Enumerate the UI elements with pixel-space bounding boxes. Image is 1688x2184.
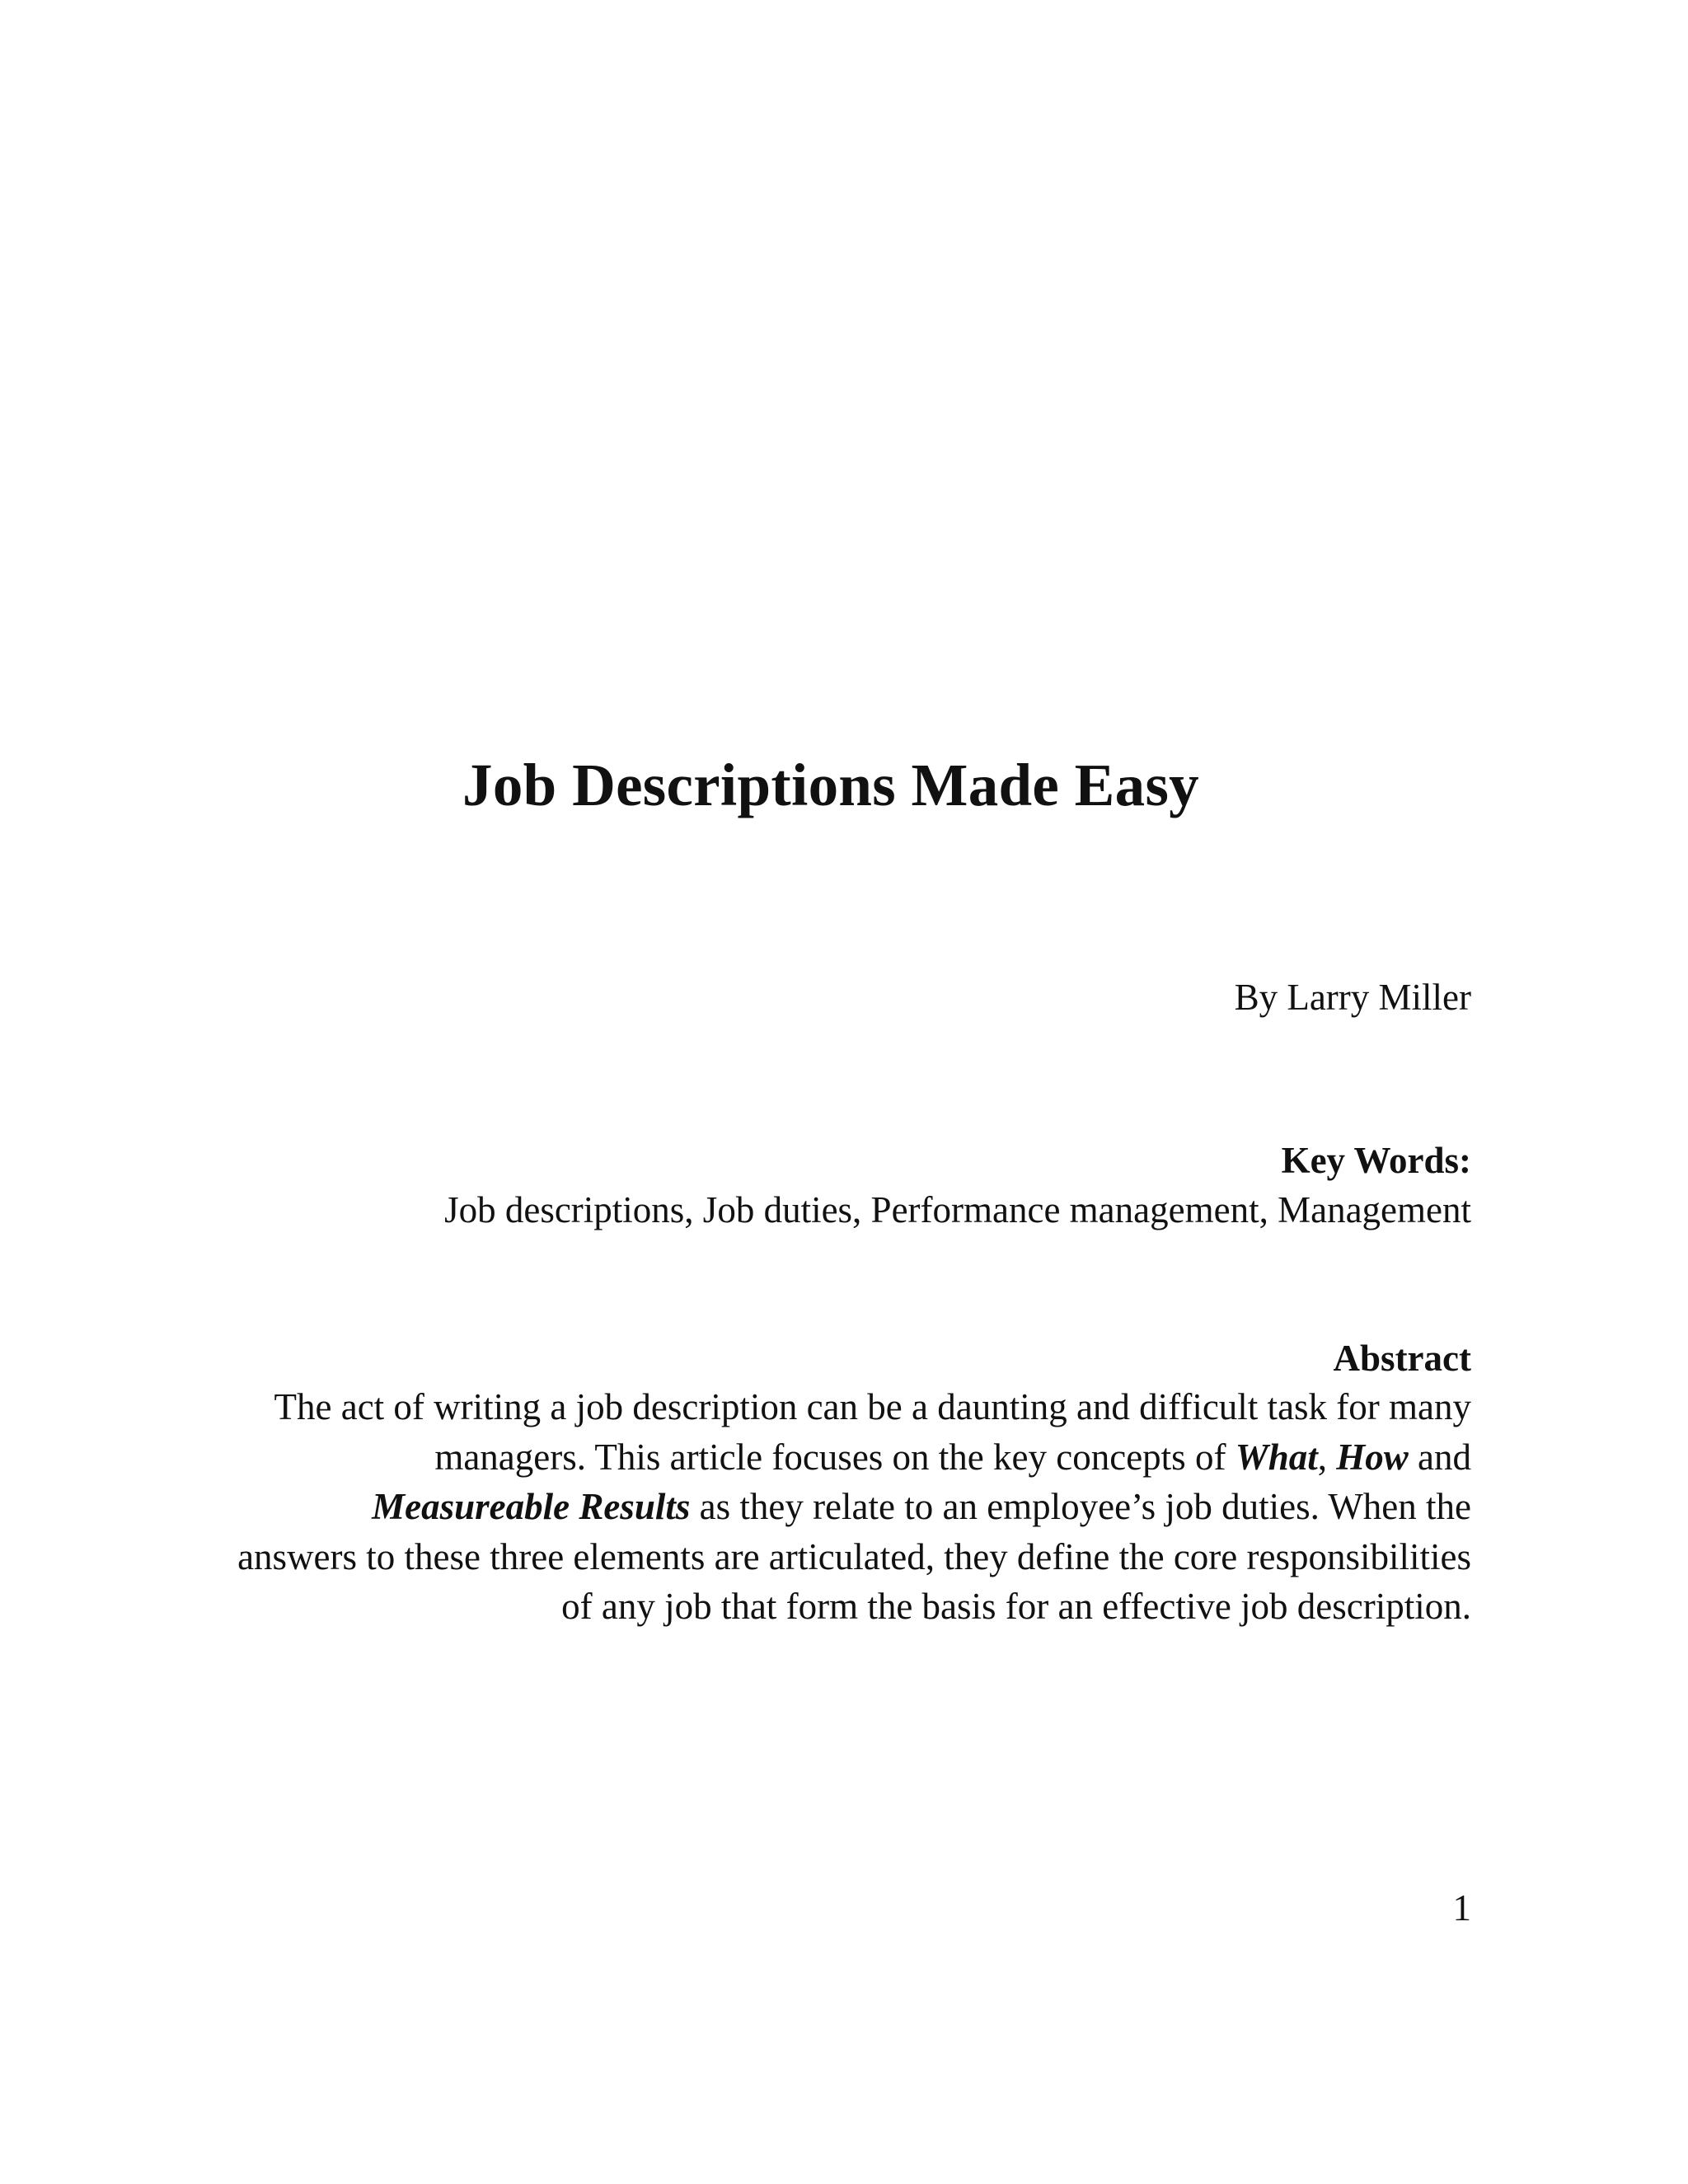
abstract-text-part: as they relate to an employee’s job duties. When the (690, 1486, 1471, 1527)
keywords-heading: Key Words: (1281, 1140, 1471, 1181)
abstract-emphasis-measureable-results: Measureable Results (372, 1486, 691, 1527)
abstract-line (185, 1382, 1471, 1432)
abstract-text-part: , (1317, 1436, 1337, 1478)
abstract-line (185, 1482, 1471, 1532)
document-title: Job Descriptions Made Easy (462, 752, 1199, 818)
abstract-text (185, 1382, 1471, 1632)
keywords-text: Job descriptions, Job duties, Performance management, Management (444, 1189, 1471, 1230)
abstract-emphasis-how: How (1336, 1436, 1409, 1478)
abstract-emphasis-what: What (1235, 1436, 1318, 1478)
abstract-line (185, 1532, 1471, 1582)
abstract-text-part: The act of writing a job description can be a daunting and difficult task for many (274, 1386, 1471, 1427)
abstract-heading: Abstract (1333, 1338, 1471, 1379)
abstract-text-part: managers. This article focuses on the key concepts of (434, 1436, 1236, 1478)
abstract-text-part: of any job that form the basis for an effective job description. (561, 1586, 1471, 1627)
abstract-line (185, 1582, 1471, 1632)
abstract-line (185, 1432, 1471, 1483)
author-byline: By Larry Miller (1234, 977, 1471, 1018)
abstract-text-part: and (1408, 1436, 1471, 1478)
abstract-text-part: answers to these three elements are articulated, they define the core responsibilities (237, 1535, 1471, 1577)
page-number: 1 (1452, 1887, 1471, 1929)
